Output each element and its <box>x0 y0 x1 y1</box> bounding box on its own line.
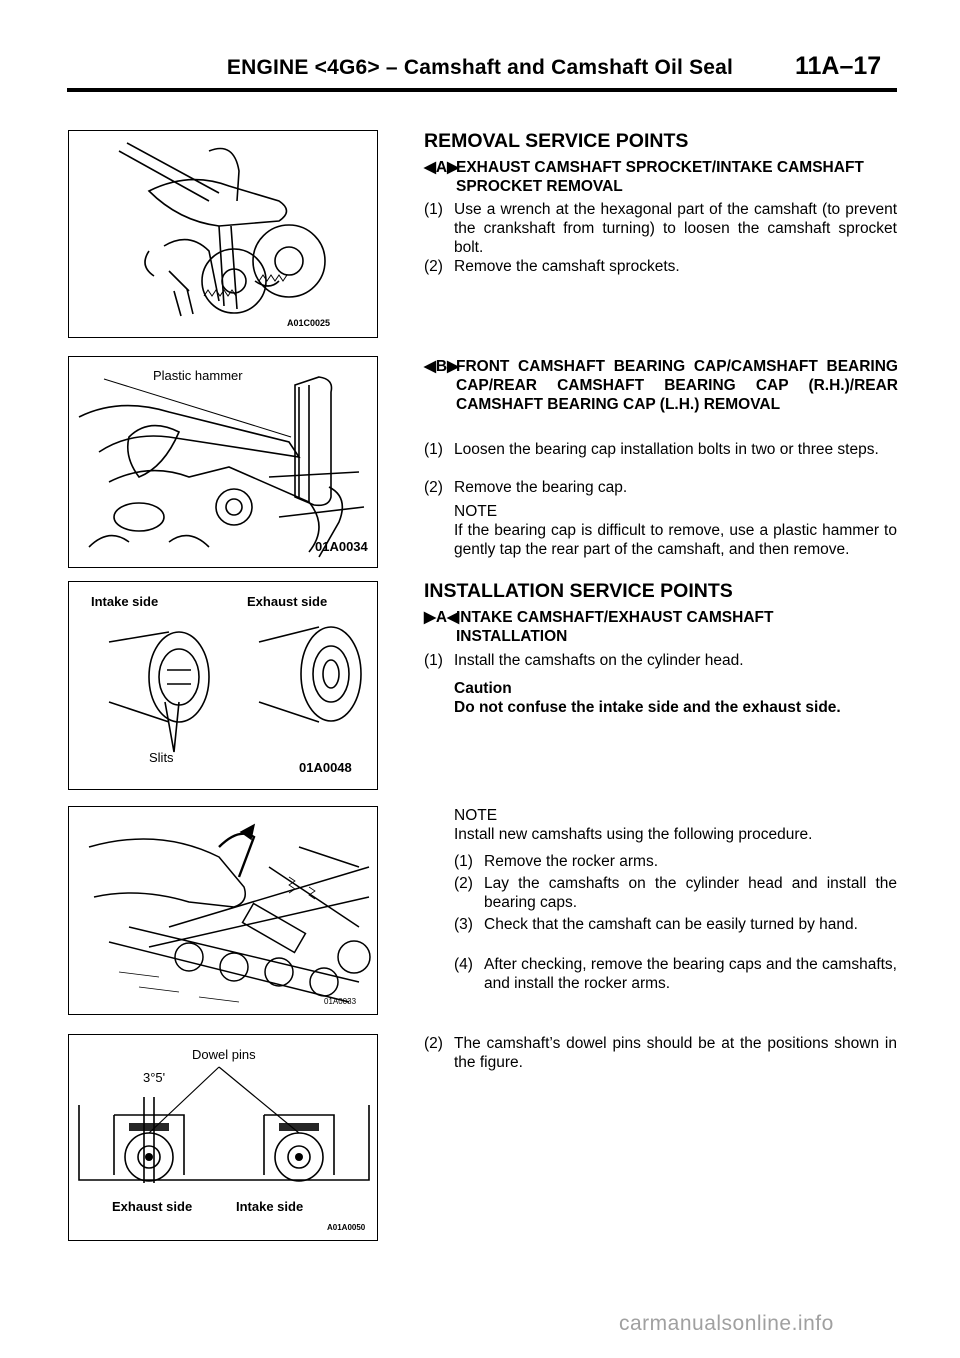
removal-heading: REMOVAL SERVICE POINTS <box>424 130 689 152</box>
list-item: (4) After checking, remove the bearing caps and the camshafts, and install the rocker arms. <box>454 956 897 992</box>
list-item: (2) Remove the camshaft sprockets. <box>424 258 680 275</box>
camshaft-end-illustration <box>69 582 377 789</box>
note-label: NOTE <box>454 503 498 520</box>
installation-a-title <box>424 608 898 646</box>
angle-label: 3°5' <box>143 1070 166 1085</box>
list-item: (2) Remove the bearing cap. <box>424 479 628 496</box>
turn-camshaft-illustration <box>69 807 377 1014</box>
figure-dowel-pins <box>68 1034 378 1241</box>
watermark: carmanualsonline.info <box>619 1312 834 1335</box>
page-title: ENGINE <4G6> – Camshaft and Camshaft Oil Seal <box>226 56 734 79</box>
removal-b-title <box>424 357 898 414</box>
figure-code: 01A0033 <box>324 997 357 1006</box>
intake-side-label: Intake side <box>236 1199 304 1214</box>
list-item: (1) Loosen the bearing cap installation bolts in two or three steps. <box>424 441 879 458</box>
removal-a-title-text: EXHAUST CAMSHAFT SPROCKET/INTAKE CAMSHAFT SPROCKET REMOVAL <box>456 159 864 195</box>
service-mark-b: ◀B▶ <box>424 358 460 375</box>
removal-b-title-text: FRONT CAMSHAFT BEARING CAP/CAMSHAFT BEARING CAP/REAR CAMSHAFT BEARING CAP (R.H.)/REAR CAMSHAFT BEARING CAP (L.H.) REMOVAL <box>456 358 898 413</box>
list-item: (3) Check that the camshaft can be easily turned by hand. <box>454 916 858 933</box>
installation-heading: INSTALLATION SERVICE POINTS <box>424 580 733 602</box>
slits-label: Slits <box>149 750 174 765</box>
header-rule <box>67 88 897 92</box>
installation-a-title-text: INTAKE CAMSHAFT/EXHAUST CAMSHAFT INSTALLATION <box>456 609 774 645</box>
figure-turn-camshaft <box>68 806 378 1015</box>
list-item: (2) The camshaft’s dowel pins should be at the positions shown in the figure. <box>424 1035 897 1071</box>
caution-label: Caution <box>454 680 512 697</box>
figure-code: 01A0034 <box>315 539 368 554</box>
exhaust-side-label: Exhaust side <box>112 1199 193 1214</box>
note-intro: Install new camshafts using the following procedure. <box>454 826 813 843</box>
note-label: NOTE <box>454 807 498 824</box>
caution-text: Do not confuse the intake side and the exhaust side. <box>454 699 841 716</box>
plastic-hammer-label: Plastic hammer <box>153 368 243 383</box>
figure-intake-exhaust-slits <box>68 581 378 790</box>
plastic-hammer-illustration <box>69 357 377 567</box>
list-item: (1) Install the camshafts on the cylinder head. <box>424 652 744 669</box>
camshaft-wrench-illustration <box>69 131 377 337</box>
figure-plastic-hammer <box>68 356 378 568</box>
list-item: (2) Lay the camshafts on the cylinder head and install the bearing caps. <box>454 875 897 911</box>
list-item: (1) Use a wrench at the hexagonal part of the camshaft (to prevent the crankshaft from turning) to loosen the camshaft sprocket bolt. <box>424 201 897 256</box>
figure-camshaft-wrench <box>68 130 378 338</box>
figure-code: A01A0050 <box>327 1223 366 1232</box>
service-mark-install-a: ▶A◀ <box>424 609 460 626</box>
service-mark-a: ◀A▶ <box>424 159 460 176</box>
removal-a-title <box>424 158 898 196</box>
list-item: (1) Remove the rocker arms. <box>454 853 658 870</box>
page-number: 11A–17 <box>795 52 882 80</box>
note-text: If the bearing cap is difficult to remove, use a plastic hammer to gently tap the rear part of the camshaft, and then remove. <box>454 522 897 558</box>
figure-code: A01C0025 <box>287 318 331 328</box>
dowel-pins-label: Dowel pins <box>192 1047 256 1062</box>
intake-side-label: Intake side <box>91 594 159 609</box>
figure-code: 01A0048 <box>299 760 352 775</box>
exhaust-side-label: Exhaust side <box>247 594 328 609</box>
